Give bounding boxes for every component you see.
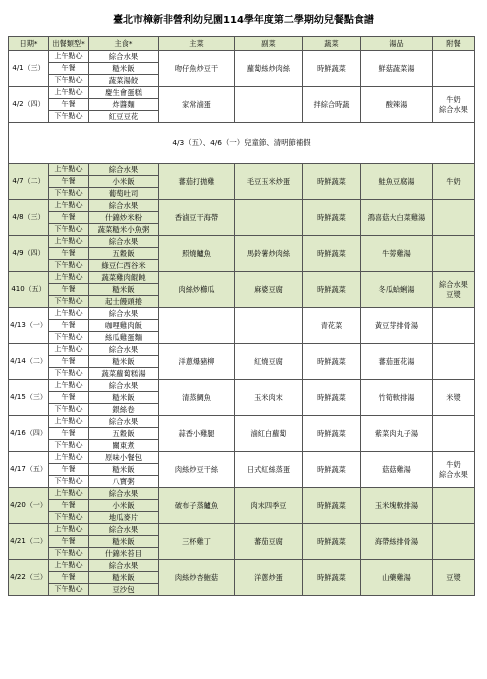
meal-type-cell: 下午點心 — [49, 75, 89, 87]
date-cell: 4/9（四） — [9, 236, 49, 272]
table-row — [9, 51, 475, 63]
meal-type-cell: 午餐 — [49, 63, 89, 75]
staple-cell: 糙米飯 — [89, 63, 159, 75]
menu-body — [9, 51, 475, 596]
main-dish-cell: 蒜香小雞腿 — [159, 416, 235, 452]
meal-type-cell: 下午點心 — [49, 188, 89, 200]
meal-type-cell: 下午點心 — [49, 368, 89, 380]
menu-table — [8, 36, 475, 596]
meal-type-cell: 上午點心 — [49, 308, 89, 320]
side-dish-cell: 馬鈴薯炒肉絲 — [235, 236, 303, 272]
side-dish-cell: 滷紅白蘿蔔 — [235, 416, 303, 452]
staple-cell: 綜合水果 — [89, 344, 159, 356]
side-dish-cell: 蘿蔔絲炒肉絲 — [235, 51, 303, 87]
vegetable-cell: 時鮮蔬菜 — [303, 380, 361, 416]
meal-type-cell: 上午點心 — [49, 344, 89, 356]
header-side-dish: 副菜 — [235, 37, 303, 51]
staple-cell: 綠豆仁西谷米 — [89, 260, 159, 272]
main-dish-cell — [159, 308, 235, 344]
staple-cell: 關東煮 — [89, 440, 159, 452]
table-row — [9, 524, 475, 536]
soup-cell: 鴻喜菇大白菜雞湯 — [361, 200, 433, 236]
meal-type-cell: 午餐 — [49, 500, 89, 512]
soup-cell: 紫菜肉丸子湯 — [361, 416, 433, 452]
table-row — [9, 380, 475, 392]
side-dish-cell: 毛豆玉米炒蛋 — [235, 164, 303, 200]
vegetable-cell: 時鮮蔬菜 — [303, 560, 361, 596]
header-date: 日期* — [9, 37, 49, 51]
staple-cell: 咖哩雞肉飯 — [89, 320, 159, 332]
staple-cell: 綜合水果 — [89, 51, 159, 63]
date-cell: 4/22（三） — [9, 560, 49, 596]
extra-cell — [433, 344, 475, 380]
extra-cell — [433, 200, 475, 236]
meal-type-cell: 上午點心 — [49, 200, 89, 212]
staple-cell: 炸醬麵 — [89, 99, 159, 111]
staple-cell: 糙米飯 — [89, 464, 159, 476]
meal-type-cell: 上午點心 — [49, 488, 89, 500]
main-dish-cell: 家常滷蛋 — [159, 87, 235, 123]
soup-cell: 冬瓜蛤蜊湯 — [361, 272, 433, 308]
table-row — [9, 452, 475, 464]
meal-type-cell: 午餐 — [49, 428, 89, 440]
staple-cell: 綜合水果 — [89, 524, 159, 536]
date-cell: 4/13（一） — [9, 308, 49, 344]
extra-cell — [433, 524, 475, 560]
staple-cell: 小米飯 — [89, 500, 159, 512]
extra-cell — [433, 488, 475, 524]
header-main-dish: 主菜 — [159, 37, 235, 51]
vegetable-cell: 青花菜 — [303, 308, 361, 344]
main-dish-cell: 肉絲炒豆干絲 — [159, 452, 235, 488]
meal-type-cell: 午餐 — [49, 392, 89, 404]
side-dish-cell: 蕃茄豆腐 — [235, 524, 303, 560]
meal-type-cell: 下午點心 — [49, 512, 89, 524]
meal-type-cell: 午餐 — [49, 356, 89, 368]
staple-cell: 綜合水果 — [89, 200, 159, 212]
staple-cell: 五穀飯 — [89, 248, 159, 260]
vegetable-cell: 時鮮蔬菜 — [303, 236, 361, 272]
staple-cell: 綜合水果 — [89, 164, 159, 176]
staple-cell: 五穀飯 — [89, 428, 159, 440]
staple-cell: 綜合水果 — [89, 488, 159, 500]
side-dish-cell — [235, 200, 303, 236]
main-dish-cell: 破布子蒸鱸魚 — [159, 488, 235, 524]
staple-cell: 蔬菜雞肉餛飩 — [89, 272, 159, 284]
extra-cell: 牛奶 — [433, 164, 475, 200]
staple-cell: 糙米飯 — [89, 392, 159, 404]
meal-type-cell: 上午點心 — [49, 524, 89, 536]
table-row — [9, 488, 475, 500]
meal-type-cell: 下午點心 — [49, 476, 89, 488]
meal-type-cell: 下午點心 — [49, 404, 89, 416]
vegetable-cell: 時鮮蔬菜 — [303, 488, 361, 524]
date-cell: 410（五） — [9, 272, 49, 308]
table-row — [9, 344, 475, 356]
meal-type-cell: 下午點心 — [49, 440, 89, 452]
meal-type-cell: 下午點心 — [49, 584, 89, 596]
staple-cell: 銀絲卷 — [89, 404, 159, 416]
vegetable-cell: 時鮮蔬菜 — [303, 344, 361, 380]
table-row — [9, 87, 475, 99]
main-dish-cell: 蕃茄打拋雞 — [159, 164, 235, 200]
table-row — [9, 308, 475, 320]
main-dish-cell: 吻仔魚炒豆干 — [159, 51, 235, 87]
table-row — [9, 200, 475, 212]
vegetable-cell: 時鮮蔬菜 — [303, 452, 361, 488]
soup-cell: 鮭魚豆腐湯 — [361, 164, 433, 200]
staple-cell: 糙米飯 — [89, 536, 159, 548]
soup-cell: 竹筍軟排湯 — [361, 380, 433, 416]
meal-type-cell: 上午點心 — [49, 272, 89, 284]
side-dish-cell: 洋蔥炒蛋 — [235, 560, 303, 596]
date-cell: 4/2（四） — [9, 87, 49, 123]
side-dish-cell — [235, 308, 303, 344]
date-cell: 4/20（一） — [9, 488, 49, 524]
side-dish-cell: 日式紅絲蒸蛋 — [235, 452, 303, 488]
soup-cell: 鮮菇蔬菜湯 — [361, 51, 433, 87]
staple-cell: 綜合水果 — [89, 236, 159, 248]
vegetable-cell: 時鮮蔬菜 — [303, 272, 361, 308]
meal-type-cell: 下午點心 — [49, 260, 89, 272]
main-dish-cell: 肉絲炒櫛瓜 — [159, 272, 235, 308]
staple-cell: 蔬菜糙米小魚粥 — [89, 224, 159, 236]
meal-type-cell: 午餐 — [49, 572, 89, 584]
main-dish-cell: 照燒鱸魚 — [159, 236, 235, 272]
staple-cell: 綜合水果 — [89, 380, 159, 392]
meal-type-cell: 午餐 — [49, 176, 89, 188]
date-cell: 4/7（二） — [9, 164, 49, 200]
vegetable-cell: 拌綜合時蔬 — [303, 87, 361, 123]
table-row — [9, 416, 475, 428]
table-row — [9, 236, 475, 248]
meal-type-cell: 下午點心 — [49, 111, 89, 123]
soup-cell: 酸辣湯 — [361, 87, 433, 123]
staple-cell: 糙米飯 — [89, 356, 159, 368]
extra-cell: 豆漿 — [433, 560, 475, 596]
meal-type-cell: 上午點心 — [49, 416, 89, 428]
staple-cell: 起士饅頭捲 — [89, 296, 159, 308]
meal-type-cell: 上午點心 — [49, 452, 89, 464]
meal-type-cell: 午餐 — [49, 536, 89, 548]
staple-cell: 綜合水果 — [89, 416, 159, 428]
staple-cell: 地瓜麥片 — [89, 512, 159, 524]
meal-type-cell: 午餐 — [49, 464, 89, 476]
soup-cell: 菇菇雞湯 — [361, 452, 433, 488]
staple-cell: 葡萄吐司 — [89, 188, 159, 200]
header-vegetable: 蔬菜 — [303, 37, 361, 51]
meal-type-cell: 午餐 — [49, 212, 89, 224]
staple-cell: 綜合水果 — [89, 308, 159, 320]
extra-cell — [433, 308, 475, 344]
staple-cell: 綜合水果 — [89, 560, 159, 572]
side-dish-cell: 紅燒豆腐 — [235, 344, 303, 380]
soup-cell: 海帶絲排骨湯 — [361, 524, 433, 560]
date-cell: 4/17（五） — [9, 452, 49, 488]
staple-cell: 小米飯 — [89, 176, 159, 188]
meal-type-cell: 午餐 — [49, 284, 89, 296]
staple-cell: 八寶粥 — [89, 476, 159, 488]
staple-cell: 什錦炒米粉 — [89, 212, 159, 224]
staple-cell: 糙米飯 — [89, 572, 159, 584]
staple-cell: 蔬菜蘿蔔糕湯 — [89, 368, 159, 380]
staple-cell: 慶生會蛋糕 — [89, 87, 159, 99]
date-cell: 4/15（三） — [9, 380, 49, 416]
meal-type-cell: 上午點心 — [49, 236, 89, 248]
staple-cell: 絲瓜雞蛋麵 — [89, 332, 159, 344]
meal-type-cell: 上午點心 — [49, 87, 89, 99]
table-row — [9, 560, 475, 572]
meal-type-cell: 下午點心 — [49, 548, 89, 560]
staple-cell: 原味小餐包 — [89, 452, 159, 464]
extra-cell — [433, 236, 475, 272]
main-dish-cell: 肉絲炒杏鮑菇 — [159, 560, 235, 596]
soup-cell: 黃豆芽排骨湯 — [361, 308, 433, 344]
vegetable-cell: 時鮮蔬菜 — [303, 524, 361, 560]
meal-type-cell: 午餐 — [49, 320, 89, 332]
extra-cell — [433, 51, 475, 87]
table-row — [9, 164, 475, 176]
staple-cell: 什錦米苔目 — [89, 548, 159, 560]
extra-cell — [433, 416, 475, 452]
staple-cell: 紅豆豆花 — [89, 111, 159, 123]
extra-cell: 米漿 — [433, 380, 475, 416]
soup-cell: 牛蒡雞湯 — [361, 236, 433, 272]
holiday-notice: 4/3（五）、4/6（一）兒童節、清明節補假 — [9, 123, 475, 164]
vegetable-cell: 時鮮蔬菜 — [303, 416, 361, 452]
main-dish-cell: 三杯雞丁 — [159, 524, 235, 560]
date-cell: 4/21（二） — [9, 524, 49, 560]
staple-cell: 糙米飯 — [89, 284, 159, 296]
main-dish-cell: 香滷豆干海帶 — [159, 200, 235, 236]
date-cell: 4/14（二） — [9, 344, 49, 380]
meal-type-cell: 下午點心 — [49, 224, 89, 236]
vegetable-cell: 時鮮蔬菜 — [303, 51, 361, 87]
soup-cell: 玉米塊軟排湯 — [361, 488, 433, 524]
holiday-row — [9, 123, 475, 164]
side-dish-cell: 玉米肉末 — [235, 380, 303, 416]
header-soup: 湯品 — [361, 37, 433, 51]
meal-type-cell: 下午點心 — [49, 296, 89, 308]
extra-cell: 牛奶 綜合水果 — [433, 452, 475, 488]
main-dish-cell: 洋蔥爆豬柳 — [159, 344, 235, 380]
meal-type-cell: 上午點心 — [49, 560, 89, 572]
meal-type-cell: 上午點心 — [49, 164, 89, 176]
extra-cell: 綜合水果 豆漿 — [433, 272, 475, 308]
side-dish-cell: 肉末四季豆 — [235, 488, 303, 524]
main-dish-cell: 清蒸鯛魚 — [159, 380, 235, 416]
table-row — [9, 272, 475, 284]
staple-cell: 豆沙包 — [89, 584, 159, 596]
soup-cell: 蕃茄蛋花湯 — [361, 344, 433, 380]
header-row — [9, 37, 475, 51]
vegetable-cell: 時鮮蔬菜 — [303, 200, 361, 236]
date-cell: 4/16（四） — [9, 416, 49, 452]
date-cell: 4/8（三） — [9, 200, 49, 236]
soup-cell: 山藥雞湯 — [361, 560, 433, 596]
side-dish-cell — [235, 87, 303, 123]
meal-type-cell: 午餐 — [49, 248, 89, 260]
meal-type-cell: 下午點心 — [49, 332, 89, 344]
header-staple: 主食* — [89, 37, 159, 51]
vegetable-cell: 時鮮蔬菜 — [303, 164, 361, 200]
date-cell: 4/1（三） — [9, 51, 49, 87]
side-dish-cell: 麻婆豆腐 — [235, 272, 303, 308]
meal-type-cell: 上午點心 — [49, 51, 89, 63]
header-extra: 附餐 — [433, 37, 475, 51]
extra-cell: 牛奶 綜合水果 — [433, 87, 475, 123]
meal-type-cell: 上午點心 — [49, 380, 89, 392]
staple-cell: 蔬菜湯餃 — [89, 75, 159, 87]
meal-type-cell: 午餐 — [49, 99, 89, 111]
header-meal-type: 出餐類型* — [49, 37, 89, 51]
page-title: 臺北市樟新非營利幼兒園114學年度第二學期幼兒餐點食譜 — [113, 15, 374, 26]
